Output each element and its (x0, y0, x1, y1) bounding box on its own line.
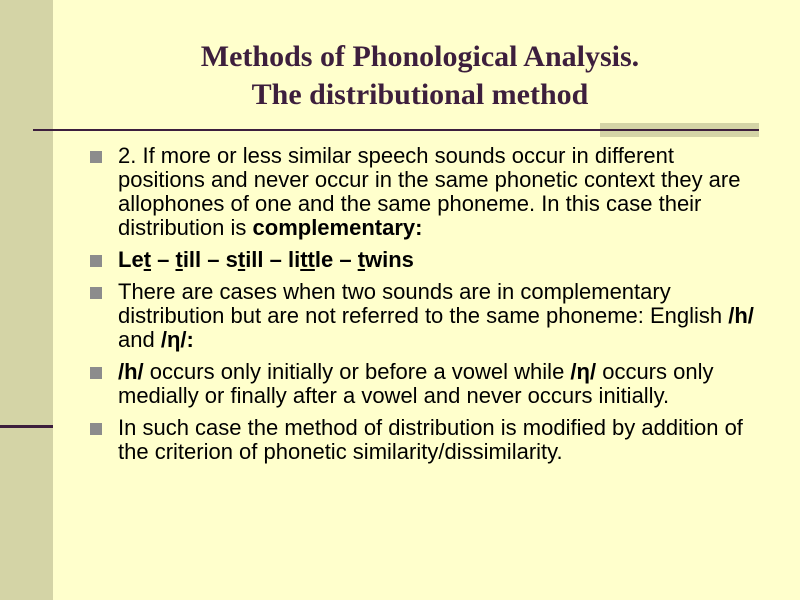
bullet-text: There are cases when two sounds are in complementary distribution but are not referred to the same phoneme: English (118, 279, 729, 328)
square-bullet-icon (90, 423, 102, 435)
bullet-bold-text: complementary: (252, 215, 423, 240)
square-bullet-icon (90, 151, 102, 163)
square-bullet-icon (90, 255, 102, 267)
example-text: – (151, 247, 176, 272)
example-text: ill – s (182, 247, 238, 272)
phoneme-eta: /η/ (570, 359, 597, 384)
bullet-item (88, 248, 758, 272)
bullet-text: occurs only medially or finally after a vowel and never occurs initially. (118, 359, 714, 408)
title-line-2: The distributional method (251, 78, 589, 111)
square-bullet-icon (90, 367, 102, 379)
phoneme-eta: /η/: (160, 327, 194, 352)
title-line-1: Methods of Phonological Analysis. (200, 40, 640, 73)
left-decorative-band (0, 0, 53, 600)
example-text: wins (365, 247, 414, 272)
bullet-text: 2. If more or less similar speech sounds occur in different positions and never occur in the same phonetic context they are allophones of one and the same phoneme. In this case their distribution is (118, 143, 741, 240)
bullet-item (88, 416, 758, 464)
underlined-letter: t (357, 247, 366, 272)
bullet-text: occurs only initially or before a vowel while (143, 359, 571, 384)
bullet-item (88, 144, 758, 240)
example-text: le – (314, 247, 358, 272)
underlined-letter: tt (300, 247, 315, 272)
bullet-text: and (118, 327, 161, 352)
example-text: Le (118, 247, 144, 272)
bullet-text: In such case the method of distribution is modified by addition of the criterion of phonetic similarity/dissimilarity. (118, 415, 743, 464)
left-accent-line (0, 425, 53, 428)
divider-accent-box (600, 123, 759, 137)
example-text: ill – li (245, 247, 301, 272)
phoneme-h: /h/ (728, 303, 754, 328)
bullet-item (88, 280, 758, 352)
underlined-letter: t (237, 247, 246, 272)
underlined-letter: t (143, 247, 152, 272)
slide-title (60, 38, 780, 114)
phoneme-h: /h/ (118, 359, 144, 384)
bullet-item (88, 360, 758, 408)
bullet-list (88, 144, 758, 472)
underlined-letter: t (175, 247, 183, 272)
square-bullet-icon (90, 287, 102, 299)
